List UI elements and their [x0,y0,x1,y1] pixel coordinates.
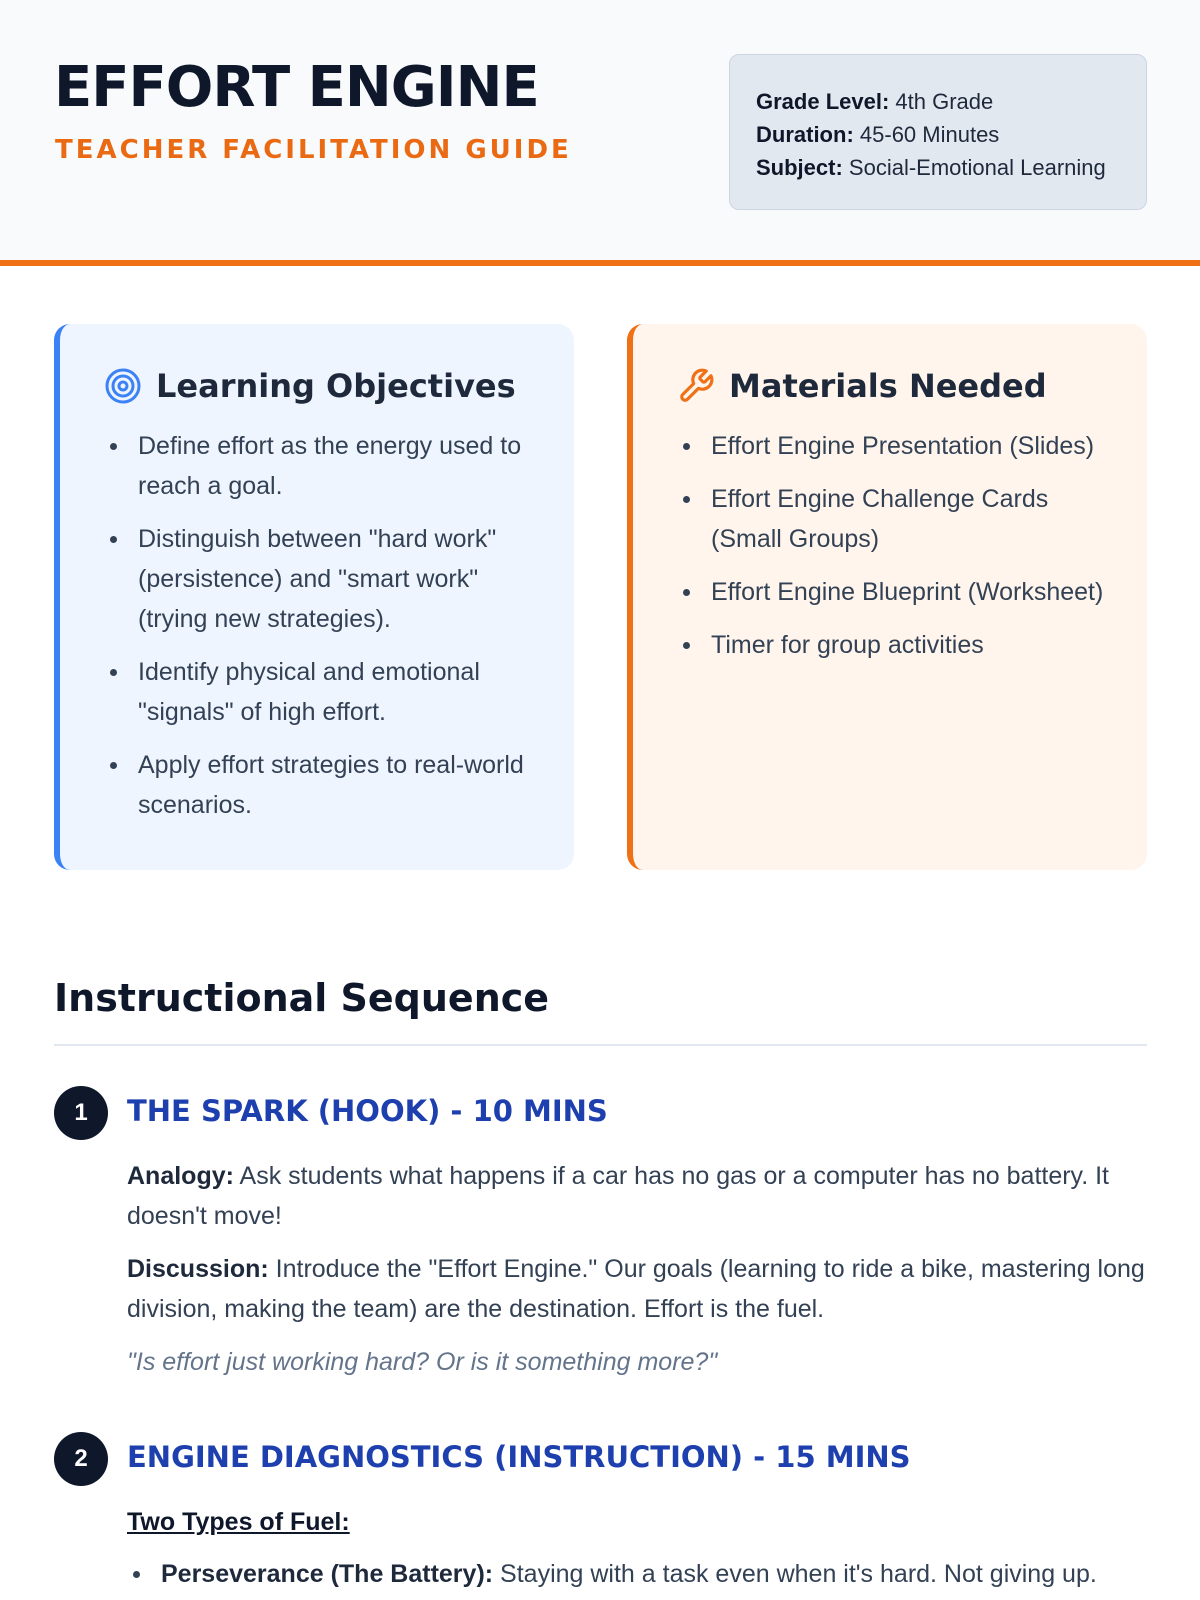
grade-level-label: Grade Level: [756,89,890,114]
step-number-badge: 1 [54,1086,108,1140]
step-body [127,1156,1157,1382]
target-icon [104,367,142,405]
list-item: Effort Engine Blueprint (Worksheet) [677,572,1107,612]
discussion-quote: "Is effort just working hard? Or is it something more?" [127,1348,718,1376]
section-title: Instructional Sequence [54,976,550,1020]
step-2 [54,1432,1154,1600]
step-number-badge: 2 [54,1432,108,1486]
materials-needed-title: Materials Needed [729,367,1047,405]
discussion-label: Discussion: [127,1255,269,1283]
subject-label: Subject: [756,155,843,180]
duration-label: Duration: [756,122,854,147]
list-item: Distinguish between "hard work" (persistence) and "smart work" (trying new strategies). [104,519,534,639]
fuel-item-label: Perseverance (The Battery): [161,1560,494,1588]
header [0,0,1200,266]
analogy-label: Analogy: [127,1162,234,1190]
list-item: Identify physical and emotional "signals" of high effort. [104,652,534,732]
page-subtitle: TEACHER FACILITATION GUIDE [55,135,572,165]
analogy-text: Ask students what happens if a car has no gas or a computer has no battery. It doesn't move! [127,1162,1109,1230]
fuel-heading: Two Types of Fuel: [127,1508,350,1536]
step-title: ENGINE DIAGNOSTICS (INSTRUCTION) - 15 MINS [127,1440,911,1474]
learning-objectives-title: Learning Objectives [156,367,516,405]
learning-objectives-card [54,324,574,870]
section-divider [54,1044,1147,1046]
page-title: EFFORT ENGINE [54,55,539,120]
analogy-paragraph [127,1156,1157,1236]
fuel-list [127,1554,1157,1594]
list-item: Effort Engine Presentation (Slides) [677,426,1107,466]
grade-level-value: 4th Grade [895,89,994,114]
list-item: Effort Engine Challenge Cards (Small Groups) [677,479,1107,559]
fuel-item-text: Staying with a task even when it's hard. Not giving up. [493,1560,1097,1588]
subject-row [756,151,1120,184]
materials-list [677,426,1107,665]
list-item: Define effort as the energy used to reach a goal. [104,426,534,506]
step-title: THE SPARK (HOOK) - 10 MINS [127,1094,608,1128]
materials-needed-header [677,364,1107,408]
lesson-info-box [729,54,1147,210]
discussion-text: Introduce the "Effort Engine." Our goals (learning to ride a bike, mastering long division, making the team) are the destination. Effort is the fuel. [127,1255,1145,1323]
duration-value: 45-60 Minutes [859,122,1000,147]
list-item [127,1554,1157,1594]
step-1 [54,1086,1154,1386]
objectives-list [104,426,534,825]
subject-value: Social-Emotional Learning [848,155,1106,180]
duration-row [756,118,1120,151]
materials-needed-card [627,324,1147,870]
discussion-paragraph [127,1249,1157,1329]
list-item: Timer for group activities [677,625,1107,665]
learning-objectives-header [104,364,534,408]
list-item: Apply effort strategies to real-world scenarios. [104,745,534,825]
grade-level-row [756,85,1120,118]
step-body [127,1502,1157,1594]
wrench-icon [677,367,715,405]
